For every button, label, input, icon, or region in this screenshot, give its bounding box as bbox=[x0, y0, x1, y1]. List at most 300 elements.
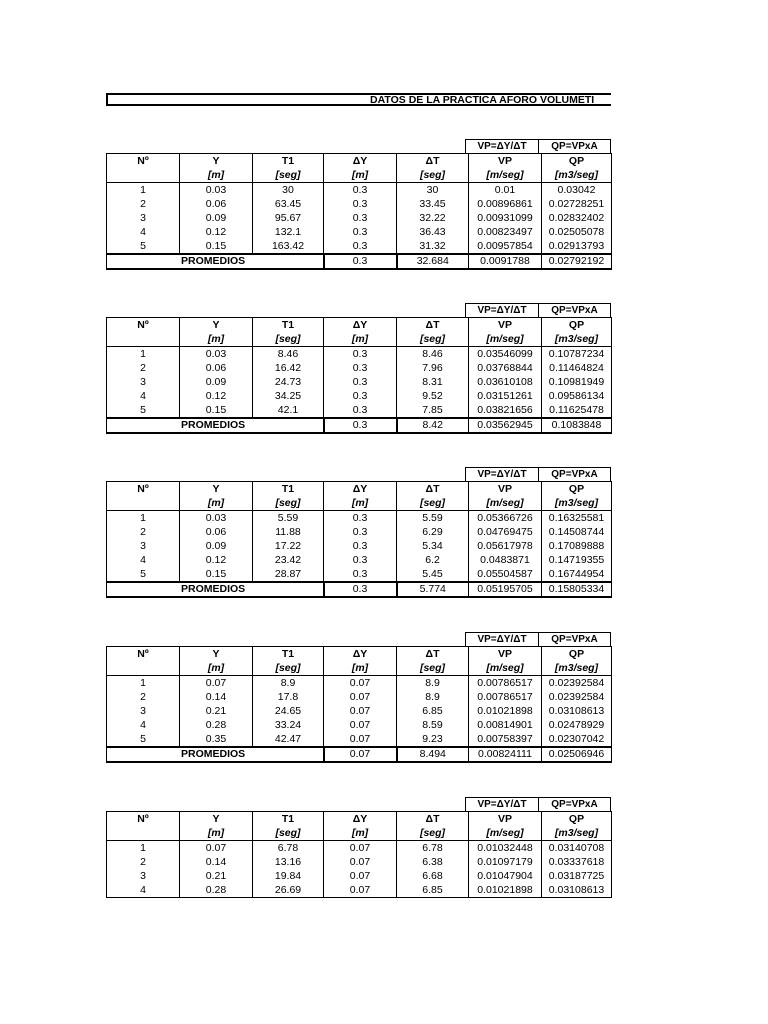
promedio-dt: 8.42 bbox=[397, 418, 469, 433]
unit-cell: [seg] bbox=[397, 168, 469, 183]
table-cell: 0.03768844 bbox=[469, 361, 542, 375]
table-cell: 5 bbox=[107, 239, 180, 254]
table-cell: 3 bbox=[107, 704, 180, 718]
column-header: Y bbox=[180, 647, 253, 662]
table-row bbox=[107, 855, 612, 869]
column-header-row bbox=[107, 812, 612, 827]
table-cell: 0.16325581 bbox=[542, 511, 612, 526]
table-row bbox=[107, 539, 612, 553]
table-cell: 0.07 bbox=[324, 883, 397, 898]
table-cell: 28.87 bbox=[253, 567, 324, 582]
qp-formula: QP=VPxA bbox=[538, 797, 611, 811]
unit-cell: [m/seg] bbox=[469, 332, 542, 347]
table-row bbox=[107, 704, 612, 718]
unit-cell: [m/seg] bbox=[469, 661, 542, 676]
table-cell: 0.01032448 bbox=[469, 841, 542, 856]
unit-cell: [m] bbox=[324, 826, 397, 841]
column-header: QP bbox=[542, 812, 612, 827]
table-cell: 0.07 bbox=[324, 690, 397, 704]
promedio-dy: 0.3 bbox=[324, 418, 397, 433]
promedio-qp: 0.02506946 bbox=[542, 747, 612, 762]
table-cell: 5.34 bbox=[397, 539, 469, 553]
table-cell: 0.01097179 bbox=[469, 855, 542, 869]
table-cell: 23.42 bbox=[253, 553, 324, 567]
table-cell: 0.01021898 bbox=[469, 883, 542, 898]
unit-cell: [m] bbox=[180, 496, 253, 511]
unit-cell: [m3/seg] bbox=[542, 168, 612, 183]
document-title: DATOS DE LA PRACTICA AFORO VOLUMETI bbox=[370, 94, 595, 106]
promedio-qp: 0.15805334 bbox=[542, 582, 612, 597]
qp-formula: QP=VPxA bbox=[538, 303, 611, 317]
unit-cell: [m] bbox=[180, 826, 253, 841]
table-row bbox=[107, 225, 612, 239]
table-cell: 4 bbox=[107, 718, 180, 732]
table-cell: 6.78 bbox=[397, 841, 469, 856]
table-cell: 0.3 bbox=[324, 539, 397, 553]
table-cell: 1 bbox=[107, 347, 180, 362]
table-cell: 33.24 bbox=[253, 718, 324, 732]
table-cell: 5 bbox=[107, 732, 180, 747]
table-cell: 5 bbox=[107, 567, 180, 582]
table-cell: 0.3 bbox=[324, 347, 397, 362]
promedios-row bbox=[107, 254, 612, 269]
table-cell: 0.3 bbox=[324, 375, 397, 389]
table-cell: 0.3 bbox=[324, 225, 397, 239]
promedio-vp: 0.03562945 bbox=[469, 418, 542, 433]
table-cell: 0.01021898 bbox=[469, 704, 542, 718]
table-cell: 0.09 bbox=[180, 375, 253, 389]
table-cell: 6.68 bbox=[397, 869, 469, 883]
table-cell: 1 bbox=[107, 676, 180, 691]
vp-formula: VP=ΔY/ΔT bbox=[465, 139, 538, 153]
table-cell: 0.14 bbox=[180, 855, 253, 869]
table-row bbox=[107, 732, 612, 747]
table-cell: 63.45 bbox=[253, 197, 324, 211]
data-table bbox=[106, 153, 612, 270]
data-table bbox=[106, 811, 612, 898]
table-cell: 0.07 bbox=[324, 718, 397, 732]
table-cell: 0.12 bbox=[180, 389, 253, 403]
unit-cell: [m] bbox=[324, 332, 397, 347]
table-cell: 163.42 bbox=[253, 239, 324, 254]
table-cell: 30 bbox=[397, 183, 469, 198]
table-cell: 0.0483871 bbox=[469, 553, 542, 567]
unit-cell: [m] bbox=[324, 496, 397, 511]
table-cell: 19.84 bbox=[253, 869, 324, 883]
table-row bbox=[107, 239, 612, 254]
table-cell: 24.73 bbox=[253, 375, 324, 389]
table-cell: 5.59 bbox=[397, 511, 469, 526]
unit-cell: [m3/seg] bbox=[542, 826, 612, 841]
table-cell: 4 bbox=[107, 389, 180, 403]
table-cell: 0.07 bbox=[180, 676, 253, 691]
table-cell: 0.02728251 bbox=[542, 197, 612, 211]
table-cell: 0.21 bbox=[180, 704, 253, 718]
table-cell: 0.03 bbox=[180, 183, 253, 198]
table-cell: 2 bbox=[107, 525, 180, 539]
table-cell: 2 bbox=[107, 361, 180, 375]
unit-cell: [m] bbox=[180, 332, 253, 347]
table-cell: 42.1 bbox=[253, 403, 324, 418]
table-row bbox=[107, 389, 612, 403]
table-cell: 0.03821656 bbox=[469, 403, 542, 418]
column-header: T1 bbox=[253, 482, 324, 497]
column-header-row bbox=[107, 154, 612, 169]
table-cell: 31.32 bbox=[397, 239, 469, 254]
table-row bbox=[107, 347, 612, 362]
table-cell: 0.3 bbox=[324, 183, 397, 198]
table-cell: 2 bbox=[107, 690, 180, 704]
table-cell: 0.03140708 bbox=[542, 841, 612, 856]
promedio-vp: 0.00824111 bbox=[469, 747, 542, 762]
table-cell: 0.05617978 bbox=[469, 539, 542, 553]
table-cell: 0.07 bbox=[324, 841, 397, 856]
table-cell: 0.00957854 bbox=[469, 239, 542, 254]
unit-cell: [m3/seg] bbox=[542, 496, 612, 511]
column-header-row bbox=[107, 647, 612, 662]
unit-cell: [m/seg] bbox=[469, 496, 542, 511]
qp-formula: QP=VPxA bbox=[538, 467, 611, 481]
table-cell: 0.00786517 bbox=[469, 690, 542, 704]
promedio-dt: 5.774 bbox=[397, 582, 469, 597]
formula-header bbox=[465, 797, 611, 811]
table-cell: 8.9 bbox=[397, 690, 469, 704]
table-cell: 6.29 bbox=[397, 525, 469, 539]
column-header: ΔT bbox=[397, 482, 469, 497]
column-header: T1 bbox=[253, 647, 324, 662]
table-cell: 9.52 bbox=[397, 389, 469, 403]
column-header: ΔY bbox=[324, 812, 397, 827]
table-row bbox=[107, 511, 612, 526]
unit-cell: [seg] bbox=[397, 661, 469, 676]
table-cell: 30 bbox=[253, 183, 324, 198]
table-cell: 0.06 bbox=[180, 525, 253, 539]
unit-cell: [seg] bbox=[397, 826, 469, 841]
table-cell: 4 bbox=[107, 883, 180, 898]
unit-cell bbox=[107, 332, 180, 347]
table-cell: 0.15 bbox=[180, 239, 253, 254]
units-row bbox=[107, 168, 612, 183]
table-cell: 0.06 bbox=[180, 197, 253, 211]
table-row bbox=[107, 553, 612, 567]
column-header-row bbox=[107, 318, 612, 333]
column-header: Y bbox=[180, 154, 253, 169]
table-cell: 0.11625478 bbox=[542, 403, 612, 418]
column-header: Nº bbox=[107, 647, 180, 662]
column-header: ΔT bbox=[397, 318, 469, 333]
table-cell: 2 bbox=[107, 855, 180, 869]
table-cell: 0.03 bbox=[180, 511, 253, 526]
column-header: Y bbox=[180, 812, 253, 827]
table-cell: 0.07 bbox=[180, 841, 253, 856]
table-cell: 0.3 bbox=[324, 567, 397, 582]
table-cell: 95.67 bbox=[253, 211, 324, 225]
qp-formula: QP=VPxA bbox=[538, 632, 611, 646]
table-cell: 0.03610108 bbox=[469, 375, 542, 389]
document-title-bar bbox=[106, 93, 611, 106]
table-cell: 0.10981949 bbox=[542, 375, 612, 389]
column-header: ΔY bbox=[324, 318, 397, 333]
table-row bbox=[107, 690, 612, 704]
table-cell: 0.07 bbox=[324, 732, 397, 747]
table-cell: 0.3 bbox=[324, 389, 397, 403]
table-row bbox=[107, 211, 612, 225]
table-cell: 132.1 bbox=[253, 225, 324, 239]
table-cell: 0.01 bbox=[469, 183, 542, 198]
table-cell: 0.09 bbox=[180, 211, 253, 225]
unit-cell: [seg] bbox=[253, 332, 324, 347]
table-cell: 0.00814901 bbox=[469, 718, 542, 732]
table-row bbox=[107, 197, 612, 211]
unit-cell: [m] bbox=[180, 168, 253, 183]
table-row bbox=[107, 361, 612, 375]
table-row bbox=[107, 525, 612, 539]
table-cell: 1 bbox=[107, 511, 180, 526]
column-header: Y bbox=[180, 318, 253, 333]
table-cell: 3 bbox=[107, 539, 180, 553]
table-cell: 0.02307042 bbox=[542, 732, 612, 747]
column-header: VP bbox=[469, 154, 542, 169]
promedio-dt: 32.684 bbox=[397, 254, 469, 269]
table-cell: 13.16 bbox=[253, 855, 324, 869]
table-row bbox=[107, 567, 612, 582]
promedios-label: PROMEDIOS bbox=[107, 254, 324, 269]
column-header: Nº bbox=[107, 482, 180, 497]
column-header: ΔT bbox=[397, 647, 469, 662]
promedios-label: PROMEDIOS bbox=[107, 418, 324, 433]
table-cell: 11.88 bbox=[253, 525, 324, 539]
column-header: QP bbox=[542, 647, 612, 662]
table-cell: 0.03108613 bbox=[542, 704, 612, 718]
formula-header bbox=[465, 139, 611, 153]
table-cell: 0.09 bbox=[180, 539, 253, 553]
table-row bbox=[107, 375, 612, 389]
data-table bbox=[106, 646, 612, 763]
column-header: ΔY bbox=[324, 647, 397, 662]
column-header: T1 bbox=[253, 812, 324, 827]
table-cell: 8.46 bbox=[397, 347, 469, 362]
table-cell: 0.16744954 bbox=[542, 567, 612, 582]
unit-cell: [seg] bbox=[253, 168, 324, 183]
promedio-dy: 0.07 bbox=[324, 747, 397, 762]
promedios-label: PROMEDIOS bbox=[107, 747, 324, 762]
table-cell: 0.03546099 bbox=[469, 347, 542, 362]
table-cell: 0.09586134 bbox=[542, 389, 612, 403]
table-cell: 0.02832402 bbox=[542, 211, 612, 225]
table-cell: 0.3 bbox=[324, 553, 397, 567]
formula-header bbox=[465, 467, 611, 481]
table-cell: 0.05504587 bbox=[469, 567, 542, 582]
unit-cell bbox=[107, 496, 180, 511]
data-table bbox=[106, 317, 612, 434]
table-cell: 5.45 bbox=[397, 567, 469, 582]
table-cell: 0.14 bbox=[180, 690, 253, 704]
table-cell: 0.02505078 bbox=[542, 225, 612, 239]
table-cell: 0.03042 bbox=[542, 183, 612, 198]
qp-formula: QP=VPxA bbox=[538, 139, 611, 153]
table-row bbox=[107, 841, 612, 856]
table-cell: 0.21 bbox=[180, 869, 253, 883]
table-cell: 0.00823497 bbox=[469, 225, 542, 239]
table-cell: 0.07 bbox=[324, 676, 397, 691]
unit-cell: [m/seg] bbox=[469, 826, 542, 841]
table-cell: 1 bbox=[107, 841, 180, 856]
table-cell: 0.02913793 bbox=[542, 239, 612, 254]
table-cell: 0.07 bbox=[324, 855, 397, 869]
unit-cell: [m] bbox=[324, 168, 397, 183]
table-row bbox=[107, 869, 612, 883]
table-cell: 0.00786517 bbox=[469, 676, 542, 691]
table-cell: 6.78 bbox=[253, 841, 324, 856]
table-cell: 0.15 bbox=[180, 403, 253, 418]
table-cell: 26.69 bbox=[253, 883, 324, 898]
table-cell: 4 bbox=[107, 553, 180, 567]
table-cell: 6.38 bbox=[397, 855, 469, 869]
table-cell: 6.85 bbox=[397, 883, 469, 898]
promedio-vp: 0.0091788 bbox=[469, 254, 542, 269]
promedio-vp: 0.05195705 bbox=[469, 582, 542, 597]
promedio-qp: 0.02792192 bbox=[542, 254, 612, 269]
table-cell: 7.85 bbox=[397, 403, 469, 418]
promedios-row bbox=[107, 582, 612, 597]
table-cell: 0.00896861 bbox=[469, 197, 542, 211]
table-cell: 0.06 bbox=[180, 361, 253, 375]
column-header: ΔY bbox=[324, 154, 397, 169]
unit-cell: [m3/seg] bbox=[542, 661, 612, 676]
table-cell: 6.2 bbox=[397, 553, 469, 567]
column-header: ΔY bbox=[324, 482, 397, 497]
table-row bbox=[107, 183, 612, 198]
table-row bbox=[107, 718, 612, 732]
unit-cell bbox=[107, 826, 180, 841]
table-cell: 0.3 bbox=[324, 525, 397, 539]
table-cell: 0.11464824 bbox=[542, 361, 612, 375]
column-header: VP bbox=[469, 482, 542, 497]
table-cell: 16.42 bbox=[253, 361, 324, 375]
table-cell: 36.43 bbox=[397, 225, 469, 239]
table-cell: 0.3 bbox=[324, 211, 397, 225]
table-cell: 42.47 bbox=[253, 732, 324, 747]
column-header: T1 bbox=[253, 318, 324, 333]
table-cell: 7.96 bbox=[397, 361, 469, 375]
table-cell: 0.3 bbox=[324, 361, 397, 375]
table-cell: 0.28 bbox=[180, 883, 253, 898]
promedio-qp: 0.1083848 bbox=[542, 418, 612, 433]
vp-formula: VP=ΔY/ΔT bbox=[465, 797, 538, 811]
unit-cell: [seg] bbox=[397, 496, 469, 511]
unit-cell bbox=[107, 168, 180, 183]
table-cell: 8.31 bbox=[397, 375, 469, 389]
table-cell: 34.25 bbox=[253, 389, 324, 403]
vp-formula: VP=ΔY/ΔT bbox=[465, 467, 538, 481]
table-cell: 0.00931099 bbox=[469, 211, 542, 225]
vp-formula: VP=ΔY/ΔT bbox=[465, 632, 538, 646]
column-header: QP bbox=[542, 154, 612, 169]
table-cell: 17.22 bbox=[253, 539, 324, 553]
unit-cell: [m3/seg] bbox=[542, 332, 612, 347]
table-cell: 9.23 bbox=[397, 732, 469, 747]
table-cell: 0.02392584 bbox=[542, 690, 612, 704]
units-row bbox=[107, 826, 612, 841]
formula-header bbox=[465, 632, 611, 646]
table-cell: 0.03337618 bbox=[542, 855, 612, 869]
table-row bbox=[107, 403, 612, 418]
unit-cell: [m] bbox=[324, 661, 397, 676]
table-cell: 6.85 bbox=[397, 704, 469, 718]
column-header: Y bbox=[180, 482, 253, 497]
table-cell: 3 bbox=[107, 211, 180, 225]
table-cell: 24.65 bbox=[253, 704, 324, 718]
table-cell: 0.07 bbox=[324, 704, 397, 718]
table-cell: 0.02392584 bbox=[542, 676, 612, 691]
table-cell: 0.12 bbox=[180, 225, 253, 239]
units-row bbox=[107, 496, 612, 511]
column-header: VP bbox=[469, 812, 542, 827]
column-header-row bbox=[107, 482, 612, 497]
table-cell: 0.04769475 bbox=[469, 525, 542, 539]
table-cell: 0.35 bbox=[180, 732, 253, 747]
units-row bbox=[107, 661, 612, 676]
column-header: QP bbox=[542, 482, 612, 497]
table-cell: 3 bbox=[107, 375, 180, 389]
promedios-row bbox=[107, 747, 612, 762]
unit-cell bbox=[107, 661, 180, 676]
table-cell: 0.07 bbox=[324, 869, 397, 883]
table-cell: 3 bbox=[107, 869, 180, 883]
column-header: T1 bbox=[253, 154, 324, 169]
vp-formula: VP=ΔY/ΔT bbox=[465, 303, 538, 317]
column-header: Nº bbox=[107, 154, 180, 169]
unit-cell: [m] bbox=[180, 661, 253, 676]
table-row bbox=[107, 883, 612, 898]
table-cell: 5 bbox=[107, 403, 180, 418]
unit-cell: [m/seg] bbox=[469, 168, 542, 183]
promedio-dy: 0.3 bbox=[324, 254, 397, 269]
table-cell: 1 bbox=[107, 183, 180, 198]
column-header: Nº bbox=[107, 812, 180, 827]
table-cell: 0.05366726 bbox=[469, 511, 542, 526]
units-row bbox=[107, 332, 612, 347]
table-cell: 8.9 bbox=[397, 676, 469, 691]
table-cell: 8.59 bbox=[397, 718, 469, 732]
table-cell: 0.3 bbox=[324, 511, 397, 526]
unit-cell: [seg] bbox=[397, 332, 469, 347]
unit-cell: [seg] bbox=[253, 826, 324, 841]
table-cell: 0.28 bbox=[180, 718, 253, 732]
table-cell: 0.15 bbox=[180, 567, 253, 582]
column-header: QP bbox=[542, 318, 612, 333]
promedios-label: PROMEDIOS bbox=[107, 582, 324, 597]
table-cell: 0.01047904 bbox=[469, 869, 542, 883]
column-header: VP bbox=[469, 318, 542, 333]
table-cell: 17.8 bbox=[253, 690, 324, 704]
table-cell: 0.02478929 bbox=[542, 718, 612, 732]
table-cell: 33.45 bbox=[397, 197, 469, 211]
table-cell: 0.03 bbox=[180, 347, 253, 362]
promedio-dy: 0.3 bbox=[324, 582, 397, 597]
formula-header bbox=[465, 303, 611, 317]
promedios-row bbox=[107, 418, 612, 433]
table-cell: 0.03151261 bbox=[469, 389, 542, 403]
promedio-dt: 8.494 bbox=[397, 747, 469, 762]
table-cell: 0.3 bbox=[324, 403, 397, 418]
table-cell: 0.03108613 bbox=[542, 883, 612, 898]
table-cell: 0.3 bbox=[324, 197, 397, 211]
table-cell: 0.03187725 bbox=[542, 869, 612, 883]
table-cell: 0.12 bbox=[180, 553, 253, 567]
table-cell: 0.3 bbox=[324, 239, 397, 254]
table-row bbox=[107, 676, 612, 691]
